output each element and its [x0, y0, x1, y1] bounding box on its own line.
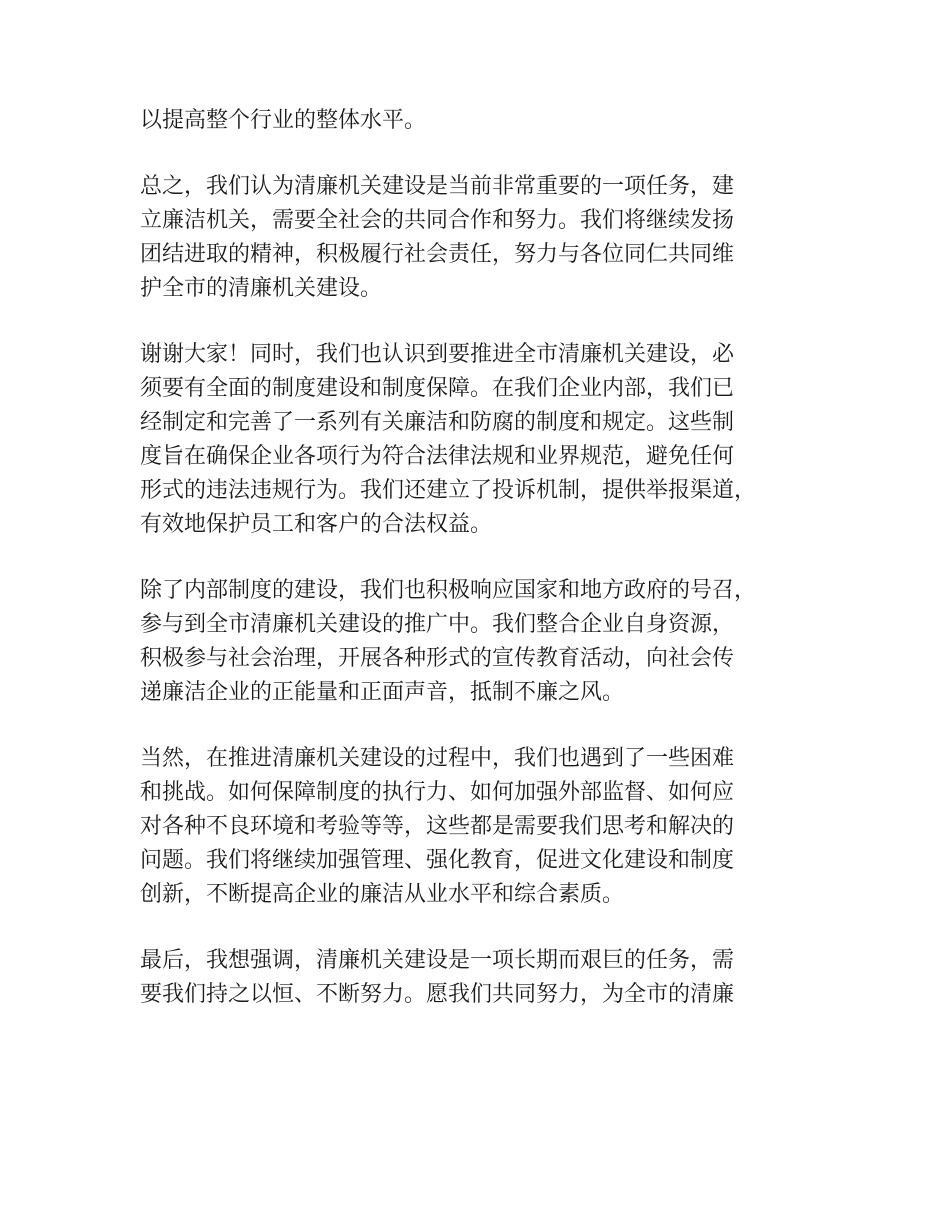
text-line: 当然，在推进清廉机关建设的过程中，我们也遇到了一些困难 — [140, 746, 735, 771]
text-line: 除了内部制度的建设，我们也积极响应国家和地方政府的号召， — [140, 578, 757, 603]
text-line: 总之，我们认为清廉机关建设是当前非常重要的一项任务，建 — [140, 174, 735, 199]
text-line: 立廉洁机关，需要全社会的共同合作和努力。我们将继续发扬 — [140, 208, 735, 233]
text-line: 和挑战。如何保障制度的执行力、如何加强外部监督、如何应 — [140, 780, 735, 805]
paragraph — [140, 104, 830, 138]
text-line: 有效地保护员工和客户的合法权益。 — [140, 512, 493, 537]
text-line: 度旨在确保企业各项行为符合法律法规和业界规范，避免任何 — [140, 444, 735, 469]
text-line: 对各种不良环境和考验等等，这些都是需要我们思考和解决的 — [140, 814, 735, 839]
paragraph — [140, 170, 830, 306]
document-body — [140, 104, 830, 1044]
text-line: 积极参与社会治理，开展各种形式的宣传教育活动，向社会传 — [140, 646, 735, 671]
text-line: 经制定和完善了一系列有关廉洁和防腐的制度和规定。这些制 — [140, 410, 735, 435]
text-line: 创新，不断提高企业的廉洁从业水平和综合素质。 — [140, 882, 625, 907]
paragraph — [140, 944, 830, 1012]
text-line: 要我们持之以恒、不断努力。愿我们共同努力，为全市的清廉 — [140, 982, 735, 1007]
text-line: 递廉洁企业的正能量和正面声音，抵制不廉之风。 — [140, 680, 625, 705]
text-line: 问题。我们将继续加强管理、强化教育，促进文化建设和制度 — [140, 848, 735, 873]
text-line: 以提高整个行业的整体水平。 — [140, 108, 427, 133]
text-line: 谢谢大家！同时，我们也认识到要推进全市清廉机关建设，必 — [140, 342, 735, 367]
text-line: 参与到全市清廉机关建设的推广中。我们整合企业自身资源， — [140, 612, 735, 637]
paragraph — [140, 742, 830, 912]
paragraph — [140, 338, 830, 542]
text-line: 形式的违法违规行为。我们还建立了投诉机制，提供举报渠道， — [140, 478, 757, 503]
paragraph — [140, 574, 830, 710]
text-line: 护全市的清廉机关建设。 — [140, 276, 383, 301]
text-line: 须要有全面的制度建设和制度保障。在我们企业内部，我们已 — [140, 376, 735, 401]
text-line: 最后，我想强调，清廉机关建设是一项长期而艰巨的任务，需 — [140, 948, 735, 973]
text-line: 团结进取的精神，积极履行社会责任，努力与各位同仁共同维 — [140, 242, 735, 267]
